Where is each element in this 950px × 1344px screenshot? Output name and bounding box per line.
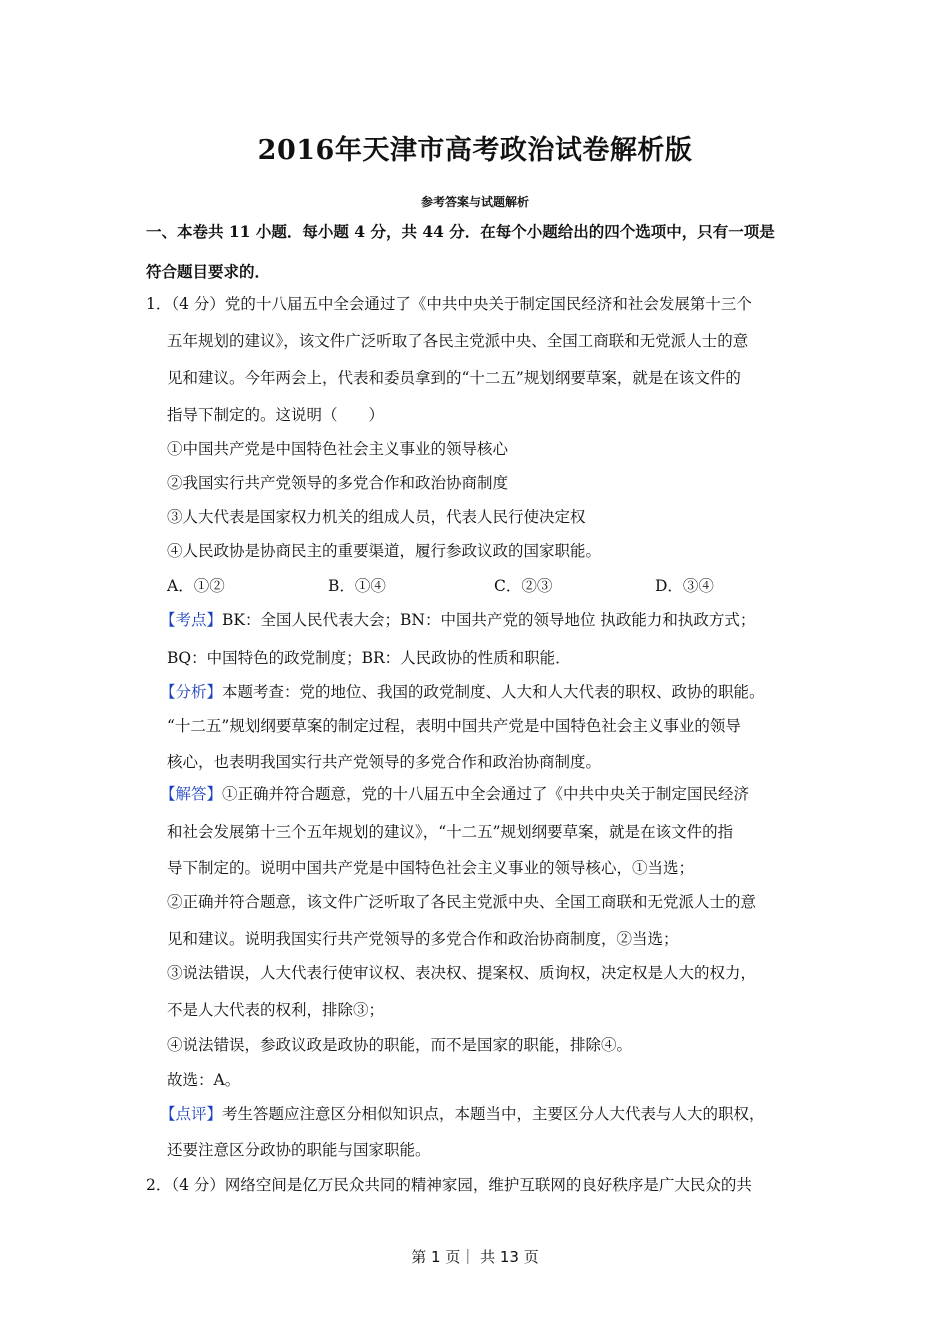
- q1-fenxi-line-3: 核心，也表明我国实行共产党领导的多党合作和政治协商制度。: [167, 753, 602, 771]
- q1-jieda-line-3: 导下制定的。说明中国共产党是中国特色社会主义事业的领导核心，①当选；: [167, 859, 695, 877]
- q1-option-c: C．②③: [494, 577, 553, 595]
- q1-jieda-line-7: 不是人大代表的权利，排除③；: [167, 1001, 385, 1019]
- q1-fenxi-line-1: [160, 682, 765, 702]
- q1-answer-line: 故选：A。: [167, 1071, 241, 1089]
- q1-jieda-line-1: [160, 784, 749, 804]
- q1-statement-4: ④人民政协是协商民主的重要渠道，履行参政议政的国家职能。: [167, 542, 602, 560]
- q1-jieda-line-8: ④说法错误，参政议政是政协的职能，而不是国家的职能，排除④。: [167, 1036, 633, 1054]
- dianping-text: 考生答题应注意区分相似知识点，本题当中，主要区分人大代表与人大的职权，: [222, 1105, 765, 1123]
- q1-statement-1: ①中国共产党是中国特色社会主义事业的领导核心: [167, 440, 509, 458]
- page-title: 2016年天津市高考政治试卷解析版: [257, 135, 693, 166]
- q1-stem-line-4: 指导下制定的。这说明（ ）: [167, 406, 385, 424]
- q1-statement-3: ③人大代表是国家权力机关的组成人员，代表人民行使决定权: [167, 508, 586, 526]
- q1-stem-line-2: 五年规划的建议》，该文件广泛听取了各民主党派中央、全国工商联和无党派人士的意: [167, 332, 749, 350]
- q1-option-d: D．③④: [655, 577, 714, 595]
- jieda-text: ①正确并符合题意，党的十八届五中全会通过了《中共中央关于制定国民经济: [222, 785, 750, 803]
- jieda-tag: 【解答】: [160, 785, 223, 803]
- section-heading-line-2: 符合题目要求的．: [146, 262, 271, 281]
- q1-option-b: B．①④: [328, 577, 386, 595]
- q1-dianping-line-1: [160, 1104, 765, 1124]
- dianping-tag: 【点评】: [160, 1105, 223, 1123]
- q1-jieda-line-4: ②正确并符合题意，该文件广泛听取了各民主党派中央、全国工商联和无党派人士的意: [167, 893, 757, 911]
- q1-statement-2: ②我国实行共产党领导的多党合作和政治协商制度: [167, 474, 509, 492]
- page-subtitle: 参考答案与试题解析: [420, 195, 529, 209]
- q1-kaodian-line-1: [160, 610, 755, 630]
- page-footer: 第 1 页｜ 共 13 页: [411, 1248, 539, 1266]
- section-heading-line-1: 一、本卷共 11 小题．每小题 4 分，共 44 分．在每个小题给出的四个选项中，只有一项是: [146, 222, 775, 241]
- q1-kaodian-line-2: BQ：中国特色的政党制度；BR：人民政协的性质和职能．: [167, 649, 571, 667]
- kaodian-text: BK：全国人民代表大会；BN：中国共产党的领导地位 执政能力和执政方式；: [222, 611, 756, 629]
- fenxi-tag: 【分析】: [160, 683, 223, 701]
- q1-option-a: A．①②: [167, 577, 225, 595]
- q1-stem-line-3: 见和建议。今年两会上，代表和委员拿到的“十二五”规划纲要草案，就是在该文件的: [167, 369, 741, 387]
- q1-jieda-line-2: 和社会发展第十三个五年规划的建议》，“十二五”规划纲要草案，就是在该文件的指: [167, 823, 734, 841]
- fenxi-text: 本题考查：党的地位、我国的政党制度、人大和人大代表的职权、政协的职能。: [222, 683, 765, 701]
- kaodian-tag: 【考点】: [160, 611, 223, 629]
- q1-stem-line-1: 1．（4 分）党的十八届五中全会通过了《中共中央关于制定国民经济和社会发展第十三个: [146, 295, 752, 313]
- q1-jieda-line-6: ③说法错误，人大代表行使审议权、表决权、提案权、质询权，决定权是人大的权力，: [167, 964, 757, 982]
- q1-fenxi-line-2: “十二五”规划纲要草案的制定过程，表明中国共产党是中国特色社会主义事业的领导: [167, 717, 741, 735]
- q1-dianping-line-2: 还要注意区分政协的职能与国家职能。: [167, 1141, 431, 1159]
- q1-jieda-line-5: 见和建议。说明我国实行共产党领导的多党合作和政治协商制度，②当选；: [167, 930, 679, 948]
- q2-stem-line-1: 2．（4 分）网络空间是亿万民众共同的精神家园，维护互联网的良好秩序是广大民众的共: [146, 1176, 752, 1194]
